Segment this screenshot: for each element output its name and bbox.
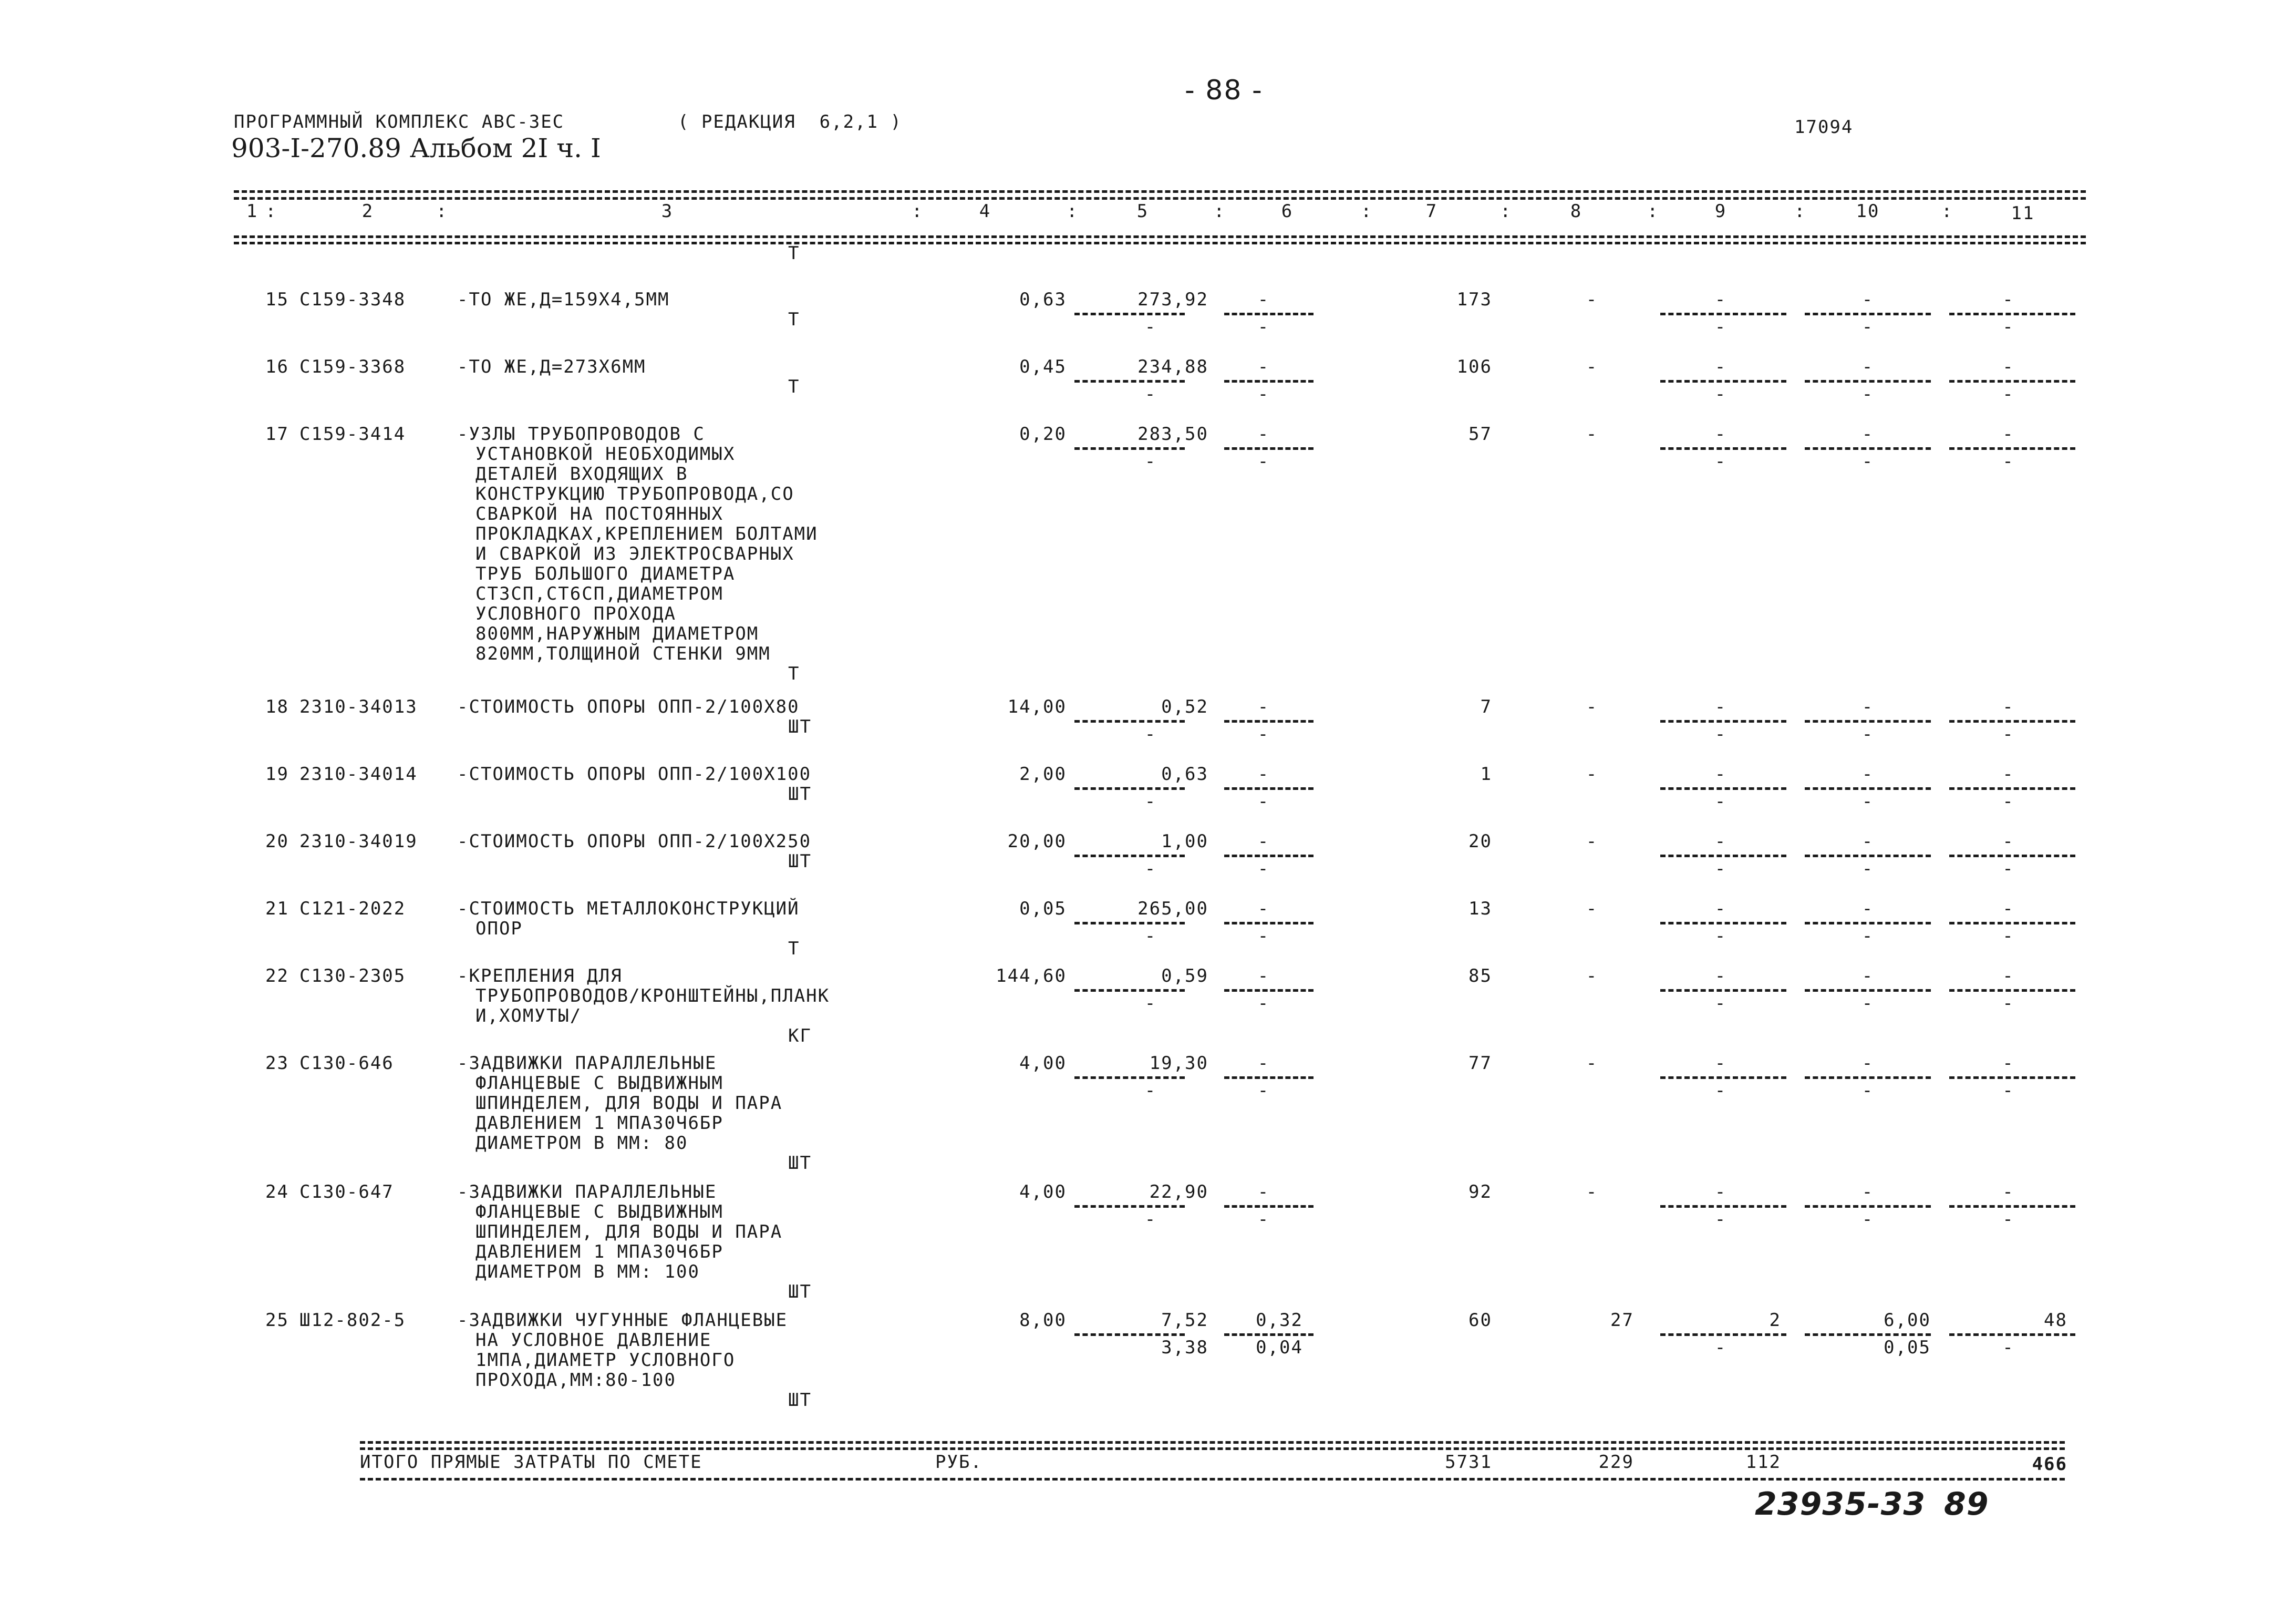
row-col6-dash: - — [1257, 764, 1270, 785]
row-col7: 60 — [1468, 1310, 1492, 1331]
row-col10-second-dash: - — [1861, 724, 1874, 745]
cell-separator-c10 — [1805, 922, 1931, 924]
row-col10-second: 0,05 — [1884, 1337, 1931, 1358]
cell-separator-c9 — [1660, 380, 1786, 383]
row-description-line: -ТО ЖЕ,Д=159Х4,5ММ — [457, 289, 670, 310]
cell-separator-c6 — [1224, 720, 1314, 723]
row-quantity: 0,20 — [1019, 424, 1067, 445]
row-col11-dash: - — [2002, 1053, 2014, 1074]
row-description-line: СВАРКОЙ НА ПОСТОЯННЫХ — [475, 503, 723, 525]
row-col11-second-dash: - — [2002, 1337, 2014, 1358]
cell-separator-c6 — [1224, 1205, 1314, 1208]
row-col5: 273,92 — [1137, 289, 1208, 310]
column-header-1: 1 — [246, 201, 258, 222]
row-col11-dash: - — [2002, 831, 2014, 852]
cell-separator-c10 — [1805, 313, 1931, 315]
row-col10-dash: - — [1861, 965, 1874, 986]
row-col10-dash: - — [1861, 289, 1874, 310]
page-number: - 88 - — [1185, 75, 1263, 106]
cell-separator-c11 — [1949, 855, 2075, 857]
row-col10-dash: - — [1861, 356, 1874, 377]
row-col11-second-dash: - — [2002, 1080, 2014, 1101]
row-col6-dash: - — [1257, 424, 1270, 445]
row-col11-second-dash: - — [2002, 384, 2014, 405]
column-header-5: 5 — [1136, 201, 1149, 222]
row-col11-dash: - — [2002, 898, 2014, 919]
row-col8-dash: - — [1586, 831, 1598, 852]
row-code: С159-3368 — [299, 356, 406, 377]
cell-separator-c5 — [1074, 1076, 1185, 1079]
row-col6-dash: - — [1257, 898, 1270, 919]
header-rule-bottom-2 — [234, 242, 2086, 244]
row-col9-dash: - — [1714, 898, 1727, 919]
row-col6-second-dash: - — [1257, 316, 1270, 337]
row-col11-second-dash: - — [2002, 791, 2014, 812]
row-unit: Т — [788, 376, 800, 397]
row-col6-dash: - — [1257, 356, 1270, 377]
row-description-line: И,ХОМУТЫ/ — [475, 1005, 582, 1026]
row-col9-dash: - — [1714, 1053, 1727, 1074]
row-col6-dash: - — [1257, 1053, 1270, 1074]
row-quantity: 0,45 — [1019, 356, 1067, 377]
cell-separator-c6 — [1224, 922, 1314, 924]
cell-separator-c11 — [1949, 380, 2075, 383]
row-description-line: ДАВЛЕНИЕМ 1 МПА30Ч6БР — [475, 1241, 723, 1262]
row-unit: ШТ — [788, 1390, 812, 1411]
row-description-line: КОНСТРУКЦИЮ ТРУБОПРОВОДА,СО — [475, 484, 794, 505]
total-label: ИТОГО ПРЯМЫЕ ЗАТРАТЫ ПО СМЕТЕ — [360, 1452, 702, 1473]
row-description-line: ПРОКЛАДКАХ,КРЕПЛЕНИЕМ БОЛТАМИ — [475, 523, 818, 544]
row-col11-second-dash: - — [2002, 858, 2014, 879]
cell-separator-c5 — [1074, 380, 1185, 383]
row-description-line: -ЗАДВИЖКИ ПАРАЛЛЕЛЬНЫЕ — [457, 1053, 717, 1074]
row-col5: 0,63 — [1161, 764, 1208, 785]
row-col6-second-dash: - — [1257, 1080, 1270, 1101]
archive-stamp-number: 23935-33 — [1755, 1486, 1926, 1523]
row-col9-dash: - — [1714, 696, 1727, 717]
document-code: 17094 — [1794, 117, 1854, 138]
cell-separator-c9 — [1660, 1333, 1786, 1336]
cell-separator-c5 — [1074, 989, 1185, 992]
header-rule-top-2 — [234, 197, 2086, 200]
row-col6-second-dash: - — [1257, 858, 1270, 879]
row-description-line: ТРУБ БОЛЬШОГО ДИАМЕТРА — [475, 563, 736, 584]
cell-separator-c9 — [1660, 1205, 1786, 1208]
row-description-line: И СВАРКОЙ ИЗ ЭЛЕКТРОСВАРНЫХ — [475, 543, 794, 564]
row-number: 15 — [265, 289, 289, 310]
cell-separator-c5 — [1074, 720, 1185, 723]
row-description-line: 1МПА,ДИАМЕТР УСЛОВНОГО — [475, 1350, 736, 1371]
row-number: 19 — [265, 764, 289, 785]
row-quantity: 144,60 — [996, 965, 1067, 986]
row-col7: 57 — [1468, 424, 1492, 445]
row-quantity: 2,00 — [1019, 764, 1067, 785]
row-col10-second-dash: - — [1861, 791, 1874, 812]
column-header-4: 4 — [979, 201, 991, 222]
row-col5-second-dash: - — [1144, 1209, 1157, 1230]
row-col5: 234,88 — [1137, 356, 1208, 377]
row-number: 20 — [265, 831, 289, 852]
cell-separator-c11 — [1949, 787, 2075, 790]
row-col6-dash: - — [1257, 289, 1270, 310]
row-col11-second-dash: - — [2002, 926, 2014, 947]
row-col5-second-dash: - — [1144, 858, 1157, 879]
row-col10-dash: - — [1861, 1053, 1874, 1074]
row-col10-second-dash: - — [1861, 1209, 1874, 1230]
row-col8-dash: - — [1586, 965, 1598, 986]
total-rule-top-2 — [360, 1447, 2065, 1450]
cell-separator-c9 — [1660, 787, 1786, 790]
row-col10-second-dash: - — [1861, 384, 1874, 405]
row-col10-dash: - — [1861, 898, 1874, 919]
row-col9-dash: - — [1714, 424, 1727, 445]
album-reference: 903-I-270.89 Альбом 2I ч. I — [231, 133, 601, 163]
cell-separator-c9 — [1660, 447, 1786, 450]
row-col5: 22,90 — [1149, 1181, 1208, 1202]
total-rule-top — [360, 1441, 2065, 1444]
row-col6-second-dash: - — [1257, 724, 1270, 745]
row-description-line: ПРОХОДА,ММ:80-100 — [475, 1370, 676, 1391]
row-code: 2310-34019 — [299, 831, 418, 852]
row-col6-second-dash: - — [1257, 1209, 1270, 1230]
row-description-line: ФЛАНЦЕВЫЕ С ВЫДВИЖНЫМ — [475, 1073, 723, 1094]
row-col5: 0,59 — [1161, 965, 1208, 986]
row-col7: 173 — [1456, 289, 1492, 310]
row-col6-dash: - — [1257, 696, 1270, 717]
cell-separator-c6 — [1224, 380, 1314, 383]
row-code: С159-3414 — [299, 424, 406, 445]
cell-separator-c11 — [1949, 1076, 2075, 1079]
row-description-line: -СТОИМОСТЬ ОПОРЫ ОПП-2/100Х100 — [457, 764, 812, 785]
row-col5-second: 3,38 — [1161, 1337, 1208, 1358]
row-col6-second: 0,04 — [1256, 1337, 1303, 1358]
row-col5: 1,00 — [1161, 831, 1208, 852]
row-number: 21 — [265, 898, 289, 919]
row-number: 17 — [265, 424, 289, 445]
row-col10-second-dash: - — [1861, 316, 1874, 337]
row-col11-dash: - — [2002, 1181, 2014, 1202]
row-col9-second-dash: - — [1714, 926, 1727, 947]
row-col10-dash: - — [1861, 696, 1874, 717]
header-rule-top — [234, 190, 2086, 193]
row-col7: 106 — [1456, 356, 1492, 377]
row-description-line: -ТО ЖЕ,Д=273Х6ММ — [457, 356, 646, 377]
row-col5-second-dash: - — [1144, 384, 1157, 405]
row-col11-second-dash: - — [2002, 316, 2014, 337]
cell-separator-c6 — [1224, 447, 1314, 450]
cell-separator-c11 — [1949, 922, 2075, 924]
cell-separator-c5 — [1074, 1333, 1185, 1336]
row-col5-second-dash: - — [1144, 1080, 1157, 1101]
row-code: С121-2022 — [299, 898, 406, 919]
row-description-line: ДИАМЕТРОМ В ММ: 80 — [475, 1133, 688, 1154]
cell-separator-c10 — [1805, 855, 1931, 857]
row-col5-second-dash: - — [1144, 791, 1157, 812]
row-col11-second-dash: - — [2002, 451, 2014, 472]
cell-separator-c6 — [1224, 787, 1314, 790]
row-quantity: 0,63 — [1019, 289, 1067, 310]
column-header-9: 9 — [1714, 201, 1727, 222]
column-header-11: 11 — [2011, 203, 2035, 224]
row-col11: 48 — [2044, 1310, 2067, 1331]
row-description-line: -ЗАДВИЖКИ ЧУГУННЫЕ ФЛАНЦЕВЫЕ — [457, 1310, 788, 1331]
row-col11-second-dash: - — [2002, 724, 2014, 745]
row-col7: 77 — [1468, 1053, 1492, 1074]
cell-separator-c6 — [1224, 1333, 1314, 1336]
row-col11-dash: - — [2002, 424, 2014, 445]
row-col7: 7 — [1480, 696, 1492, 717]
row-col5-second-dash: - — [1144, 993, 1157, 1014]
row-col6-dash: - — [1257, 1181, 1270, 1202]
cell-separator-c5 — [1074, 855, 1185, 857]
row-number: 18 — [265, 696, 289, 717]
row-col9-dash: - — [1714, 831, 1727, 852]
row-number: 22 — [265, 965, 289, 986]
row-description-line: УСТАНОВКОЙ НЕОБХОДИМЫХ — [475, 444, 736, 465]
total-col7: 5731 — [1445, 1452, 1492, 1473]
row-unit: ШТ — [788, 784, 812, 805]
row-col10-dash: - — [1861, 831, 1874, 852]
row-col8-dash: - — [1586, 356, 1598, 377]
total-rule-bottom — [360, 1478, 2065, 1481]
cell-separator-c6 — [1224, 1076, 1314, 1079]
row-code: Ш12-802-5 — [299, 1310, 406, 1331]
row-col11-second-dash: - — [2002, 993, 2014, 1014]
row-col5-second-dash: - — [1144, 451, 1157, 472]
total-col8: 229 — [1598, 1452, 1634, 1473]
row-col9: 2 — [1769, 1310, 1781, 1331]
row-description-line: ШПИНДЕЛЕМ, ДЛЯ ВОДЫ И ПАРА — [475, 1093, 783, 1114]
row-col5: 0,52 — [1161, 696, 1208, 717]
row-col8-dash: - — [1586, 424, 1598, 445]
cell-separator-c10 — [1805, 447, 1931, 450]
row-col11-dash: - — [2002, 696, 2014, 717]
row-col10-dash: - — [1861, 424, 1874, 445]
row-description-line: НА УСЛОВНОЕ ДАВЛЕНИЕ — [475, 1330, 712, 1351]
cell-separator-c6 — [1224, 855, 1314, 857]
row-col11-dash: - — [2002, 356, 2014, 377]
cell-separator-c10 — [1805, 1076, 1931, 1079]
row-code: С130-646 — [299, 1053, 394, 1074]
row-col9-second-dash: - — [1714, 858, 1727, 879]
row-description-line: ТРУБОПРОВОДОВ/КРОНШТЕЙНЫ,ПЛАНК — [475, 985, 830, 1006]
row-description-line: -СТОИМОСТЬ ОПОРЫ ОПП-2/100Х80 — [457, 696, 800, 717]
row-col9-second-dash: - — [1714, 1209, 1727, 1230]
total-col9: 112 — [1745, 1452, 1781, 1473]
cell-separator-c9 — [1660, 313, 1786, 315]
row-col11-dash: - — [2002, 764, 2014, 785]
row-col9-second-dash: - — [1714, 384, 1727, 405]
row-unit: ШТ — [788, 1281, 812, 1302]
cell-separator-c10 — [1805, 720, 1931, 723]
row-col7: 1 — [1480, 764, 1492, 785]
row-description-line: ШПИНДЕЛЕМ, ДЛЯ ВОДЫ И ПАРА — [475, 1221, 783, 1242]
row-col5: 19,30 — [1149, 1053, 1208, 1074]
row-code: С130-2305 — [299, 965, 406, 986]
archive-stamp-page: 89 — [1944, 1486, 1989, 1523]
row-col8-dash: - — [1586, 1053, 1598, 1074]
row-quantity: 0,05 — [1019, 898, 1067, 919]
row-col8-dash: - — [1586, 696, 1598, 717]
row-col8-dash: - — [1586, 1181, 1598, 1202]
total-col11: 466 — [2032, 1454, 2067, 1475]
row-col9-second-dash: - — [1714, 1337, 1727, 1358]
row-col7: 13 — [1468, 898, 1492, 919]
column-header-8: 8 — [1570, 201, 1583, 222]
row-number: 25 — [265, 1310, 289, 1331]
row-col6-second-dash: - — [1257, 384, 1270, 405]
row-col9-second-dash: - — [1714, 316, 1727, 337]
row-number: 23 — [265, 1053, 289, 1074]
cell-separator-c11 — [1949, 1333, 2075, 1336]
cell-separator-c10 — [1805, 380, 1931, 383]
row-col5-second-dash: - — [1144, 724, 1157, 745]
row-col6-second-dash: - — [1257, 451, 1270, 472]
row-col10: 6,00 — [1884, 1310, 1931, 1331]
row-quantity: 8,00 — [1019, 1310, 1067, 1331]
row-col9-dash: - — [1714, 289, 1727, 310]
row-description-line: ДАВЛЕНИЕМ 1 МПА30Ч6БР — [475, 1113, 723, 1134]
row-quantity: 14,00 — [1007, 696, 1067, 717]
cell-separator-c5 — [1074, 787, 1185, 790]
row-col9-second-dash: - — [1714, 993, 1727, 1014]
cell-separator-c9 — [1660, 922, 1786, 924]
row-col9-dash: - — [1714, 1181, 1727, 1202]
cell-separator-c11 — [1949, 720, 2075, 723]
row-code: 2310-34014 — [299, 764, 418, 785]
row-quantity: 4,00 — [1019, 1053, 1067, 1074]
row-unit: Т — [788, 938, 800, 959]
cell-separator-c11 — [1949, 447, 2075, 450]
row-description-line: -ЗАДВИЖКИ ПАРАЛЛЕЛЬНЫЕ — [457, 1181, 717, 1202]
column-header-6: 6 — [1281, 201, 1294, 222]
row-col6: 0,32 — [1256, 1310, 1303, 1331]
row-col10-dash: - — [1861, 764, 1874, 785]
row-description-line: -СТОИМОСТЬ ОПОРЫ ОПП-2/100Х250 — [457, 831, 812, 852]
row-quantity: 4,00 — [1019, 1181, 1067, 1202]
column-header-7: 7 — [1425, 201, 1438, 222]
row-description-line: 820ММ,ТОЛЩИНОЙ СТЕНКИ 9ММ — [475, 643, 771, 664]
row-description-line: ДЕТАЛЕЙ ВХОДЯЩИХ В — [475, 464, 688, 485]
row-col5-second-dash: - — [1144, 926, 1157, 947]
row-unit: КГ — [788, 1025, 812, 1046]
row-description-line: ФЛАНЦЕВЫЕ С ВЫДВИЖНЫМ — [475, 1201, 723, 1222]
cell-separator-c9 — [1660, 989, 1786, 992]
cell-separator-c9 — [1660, 1076, 1786, 1079]
row-quantity: 20,00 — [1007, 831, 1067, 852]
row-unit: ШТ — [788, 716, 812, 737]
row-col8: 27 — [1610, 1310, 1634, 1331]
row-col6-dash: - — [1257, 965, 1270, 986]
row-description-line: УСЛОВНОГО ПРОХОДА — [475, 603, 676, 624]
row-col10-dash: - — [1861, 1181, 1874, 1202]
row-unit: Т — [788, 309, 800, 330]
cell-separator-c10 — [1805, 1333, 1931, 1336]
row-code: С159-3348 — [299, 289, 406, 310]
row-col8-dash: - — [1586, 898, 1598, 919]
row-col6-second-dash: - — [1257, 791, 1270, 812]
row-col5: 7,52 — [1161, 1310, 1208, 1331]
column-header-3: 3 — [661, 201, 674, 222]
row-col9-second-dash: - — [1714, 451, 1727, 472]
row-col9-dash: - — [1714, 764, 1727, 785]
row-col9-second-dash: - — [1714, 791, 1727, 812]
row-description-line: 800ММ,НАРУЖНЫМ ДИАМЕТРОМ — [475, 623, 759, 644]
row-col5: 265,00 — [1137, 898, 1208, 919]
cell-separator-c6 — [1224, 313, 1314, 315]
row-col6-second-dash: - — [1257, 926, 1270, 947]
cell-separator-c6 — [1224, 989, 1314, 992]
row-col6-dash: - — [1257, 831, 1270, 852]
row-col9-second-dash: - — [1714, 1080, 1727, 1101]
row-col7: 92 — [1468, 1181, 1492, 1202]
cell-separator-c5 — [1074, 447, 1185, 450]
cell-separator-c10 — [1805, 1205, 1931, 1208]
row-col8-dash: - — [1586, 764, 1598, 785]
cell-separator-c11 — [1949, 1205, 2075, 1208]
header-rule-bottom — [234, 235, 2086, 238]
row-col10-second-dash: - — [1861, 1080, 1874, 1101]
row-col8-dash: - — [1586, 289, 1598, 310]
edition-label: ( РЕДАКЦИЯ 6,2,1 ) — [678, 111, 902, 132]
row-description-line: -УЗЛЫ ТРУБОПРОВОДОВ С — [457, 424, 705, 445]
row-col9-dash: - — [1714, 356, 1727, 377]
row-col9-second-dash: - — [1714, 724, 1727, 745]
cell-separator-c11 — [1949, 313, 2075, 315]
row-unit: ШТ — [788, 1153, 812, 1174]
cell-separator-c10 — [1805, 787, 1931, 790]
row-col11-dash: - — [2002, 289, 2014, 310]
row-description-line: ДИАМЕТРОМ В ММ: 100 — [475, 1261, 700, 1282]
row-col7: 20 — [1468, 831, 1492, 852]
row-col5: 283,50 — [1137, 424, 1208, 445]
row-col10-second-dash: - — [1861, 993, 1874, 1014]
row-col9-dash: - — [1714, 965, 1727, 986]
row-col10-second-dash: - — [1861, 926, 1874, 947]
top-unit: Т — [788, 243, 800, 264]
column-header-10: 10 — [1856, 201, 1880, 222]
cell-separator-c5 — [1074, 1205, 1185, 1208]
row-code: С130-647 — [299, 1181, 394, 1202]
row-unit: ШТ — [788, 851, 812, 872]
cell-separator-c5 — [1074, 313, 1185, 315]
row-col11-second-dash: - — [2002, 1209, 2014, 1230]
row-description-line: -КРЕПЛЕНИЯ ДЛЯ — [457, 965, 623, 986]
total-unit: РУБ. — [935, 1452, 982, 1473]
row-col7: 85 — [1468, 965, 1492, 986]
row-description-line: -СТОИМОСТЬ МЕТАЛЛОКОНСТРУКЦИЙ — [457, 898, 800, 919]
row-unit: Т — [788, 663, 800, 684]
row-number: 16 — [265, 356, 289, 377]
column-header-2: 2 — [361, 201, 374, 222]
cell-separator-c10 — [1805, 989, 1931, 992]
cell-separator-c9 — [1660, 720, 1786, 723]
row-col10-second-dash: - — [1861, 858, 1874, 879]
row-code: 2310-34013 — [299, 696, 418, 717]
row-col10-second-dash: - — [1861, 451, 1874, 472]
row-description-line: ОПОР — [475, 918, 523, 939]
program-title: ПРОГРАММНЫЙ КОМПЛЕКС АВС-ЗЕС — [234, 111, 565, 132]
row-col6-second-dash: - — [1257, 993, 1270, 1014]
row-col5-second-dash: - — [1144, 316, 1157, 337]
cell-separator-c11 — [1949, 989, 2075, 992]
cell-separator-c9 — [1660, 855, 1786, 857]
row-col11-dash: - — [2002, 965, 2014, 986]
row-description-line: СТ3СП,СТ6СП,ДИАМЕТРОМ — [475, 583, 723, 604]
row-number: 24 — [265, 1181, 289, 1202]
cell-separator-c5 — [1074, 922, 1185, 924]
